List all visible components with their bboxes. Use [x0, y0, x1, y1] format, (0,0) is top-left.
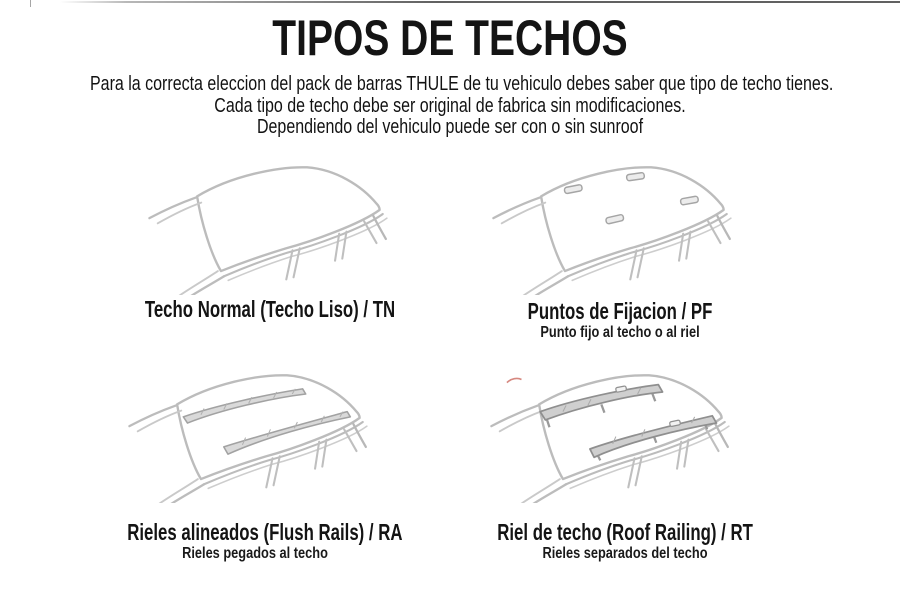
intro-line-3: Dependiendo del vehiculo puede ser con o sin sunroof [256, 116, 644, 138]
fixation-points-roof-icon [482, 160, 762, 295]
roof-type-label-pf: Puntos de Fijacion / PF [527, 298, 713, 324]
intro-text [0, 74, 900, 139]
top-edge-artifact-line [60, 1, 900, 3]
red-scan-artifact [507, 378, 522, 382]
raised-roof-railing-icon [480, 368, 760, 503]
roof-type-label-rt: Riel de techo (Roof Railing) / RT [497, 519, 753, 545]
intro-line-2: Cada tipo de techo debe ser original de fabrica sin modificaciones. [214, 94, 686, 117]
page-title: TIPOS DE TECHOS [272, 10, 628, 66]
intro-line-1: Para la correcta eleccion del pack de barras THULE de tu vehiculo debes saber que tipo de techo tienes. [90, 73, 834, 95]
roof-type-sublabel-rt: Rieles separados del techo [542, 545, 708, 562]
roof-type-sublabel-pf: Punto fijo al techo o al riel [540, 324, 700, 341]
roof-type-label-tn: Techo Normal (Techo Liso) / TN [144, 296, 396, 322]
flush-rails-roof-icon [118, 368, 398, 503]
roof-type-label-ra: Rieles alineados (Flush Rails) / RA [127, 519, 403, 545]
roof-type-sublabel-ra: Rieles pegados al techo [182, 545, 328, 562]
smooth-roof-icon [138, 160, 418, 295]
top-edge-artifact-tick [30, 0, 31, 7]
